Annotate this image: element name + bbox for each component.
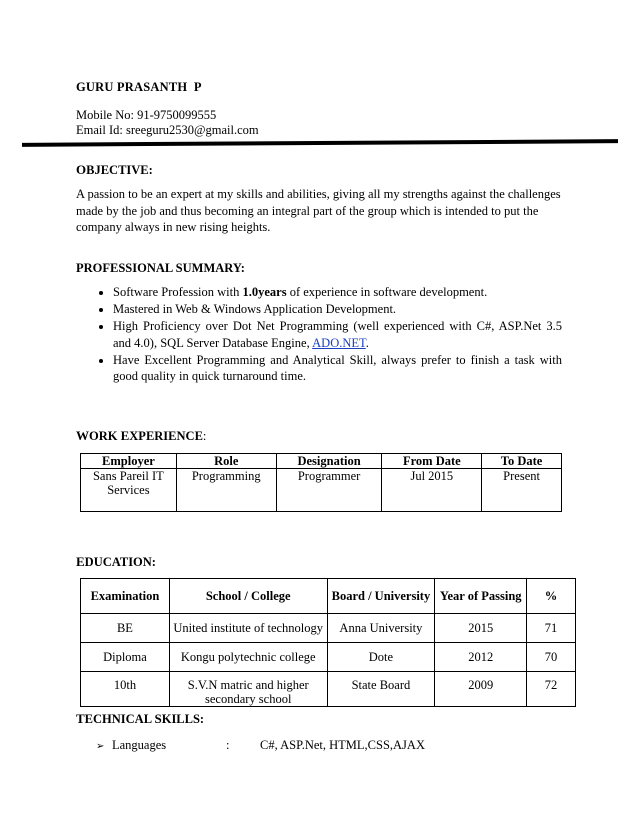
table-row [81,614,576,643]
education-table [80,578,576,707]
work-experience-heading: WORK EXPERIENCE: [76,428,207,443]
table-cell: Dote [327,643,435,672]
table-row [81,469,562,512]
column-header: Board / University [327,579,435,614]
table-cell: Diploma [81,643,170,672]
table-cell: Programming [176,469,276,512]
table-cell: S.V.N matric and higher secondary school [169,672,327,707]
skills-languages-row [96,738,425,753]
list-item: • Mastered in Web & Windows Application Development. [113,301,562,318]
email-address: Email Id: sreeguru2530@gmail.com [76,123,259,137]
table-cell: 72 [527,672,576,707]
column-header: From Date [382,454,482,469]
professional-summary-heading: PROFESSIONAL SUMMARY: [76,261,245,275]
list-item: • Software Profession with 1.0years of experience in software development. [113,284,562,301]
column-header: Designation [276,454,382,469]
column-header: School / College [169,579,327,614]
header-divider [22,139,618,147]
table-cell: State Board [327,672,435,707]
list-item: • High Proficiency over Dot Net Programming (well experienced with C#, ASP.Net 3.5 and 4.0), SQL Server Database Engine, ADO.NET. [113,318,562,351]
table-cell: Jul 2015 [382,469,482,512]
table-header-row [81,579,576,614]
column-header: Year of Passing [435,579,527,614]
mobile-number: Mobile No: 91-9750099555 [76,108,217,122]
table-row [81,672,576,707]
table-cell: Present [482,469,562,512]
skill-value: C#, ASP.Net, HTML,CSS,AJAX [260,738,425,752]
table-cell: BE [81,614,170,643]
table-cell: Programmer [276,469,382,512]
list-item: • Have Excellent Programming and Analytical Skill, always prefer to finish a task with good quality in quick turnaround time. [113,352,562,385]
table-cell: 70 [527,643,576,672]
technical-skills-heading: TECHNICAL SKILLS: [76,711,205,726]
skill-label: Languages [112,738,167,752]
column-header: To Date [482,454,562,469]
work-experience-table [80,453,562,512]
table-cell: 71 [527,614,576,643]
table-cell: Sans Pareil IT Services [81,469,177,512]
column-header: % [527,579,576,614]
table-cell: United institute of technology [169,614,327,643]
table-cell: Anna University [327,614,435,643]
table-row [81,643,576,672]
skill-separator: : [226,738,230,752]
table-cell: 10th [81,672,170,707]
arrowhead-bullet-icon: ➢ [96,741,105,752]
table-cell: 2015 [435,614,527,643]
table-cell: 2012 [435,643,527,672]
column-header: Role [176,454,276,469]
table-cell: 2009 [435,672,527,707]
objective-heading: OBJECTIVE: [76,162,153,177]
ado-net-link[interactable]: ADO.NET [312,335,366,350]
table-header-row [81,454,562,469]
candidate-name: GURU PRASANTH P [76,80,202,94]
table-cell: Kongu polytechnic college [169,643,327,672]
summary-list [76,284,562,385]
column-header: Employer [81,454,177,469]
column-header: Examination [81,579,170,614]
education-heading: EDUCATION: [76,554,156,569]
objective-text: A passion to be an expert at my skills and abilities, giving all my strengths against the challenges made by the job and thus becoming an integral part of the group which is intended to put the company always in new rising heights. [76,187,561,234]
